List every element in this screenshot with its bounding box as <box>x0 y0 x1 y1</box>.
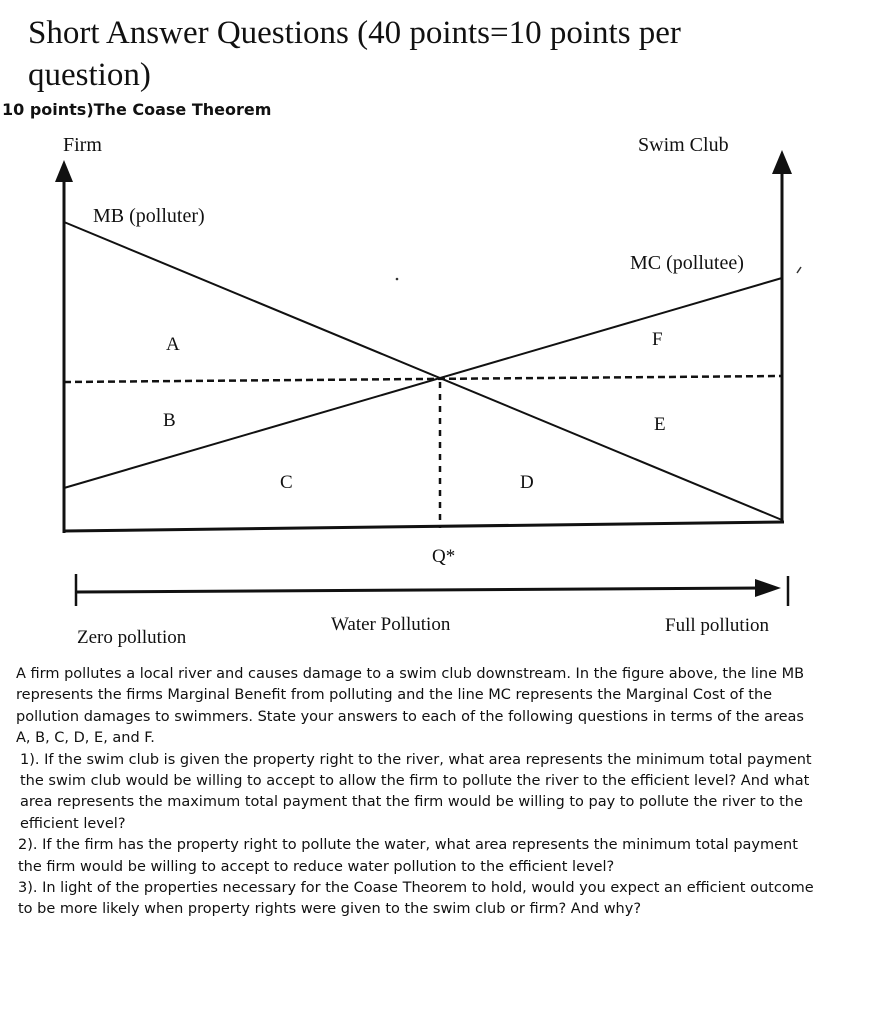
area-a-label: A <box>166 334 180 355</box>
price-dashed-line <box>64 376 782 382</box>
subtitle-topic: The Coase Theorem <box>93 100 272 119</box>
area-e-label: E <box>654 414 666 435</box>
area-f-label: F <box>652 329 663 350</box>
area-c-label: C <box>280 472 293 493</box>
question-body <box>16 664 816 921</box>
question-3: 3). In light of the properties necessary for the Coase Theorem to hold, would you expect an efficient outcome to be more likely when property rights were given to the swim club or firm? And why? <box>18 880 814 918</box>
area-d-label: D <box>520 472 534 493</box>
pollution-axis <box>76 588 764 592</box>
zero-pollution-label: Zero pollution <box>77 627 187 648</box>
left-axis-arrow <box>55 160 73 182</box>
mb-label: MB (polluter) <box>93 205 205 227</box>
swim-club-label: Swim Club <box>638 134 729 156</box>
question-2: 2). If the firm has the property right to pollute the water, what area represents the minimum total payment the firm would be willing to accept to reduce water pollution to the efficient level? <box>18 837 798 875</box>
question-subtitle <box>2 100 271 119</box>
full-pollution-label: Full pollution <box>665 615 769 636</box>
coase-figure <box>0 125 892 655</box>
area-b-label: B <box>163 410 176 431</box>
page-title: Short Answer Questions (40 points=10 points per question) <box>28 15 681 93</box>
subtitle-points: 10 points) <box>2 100 94 119</box>
base-line <box>64 522 784 531</box>
stray-tick <box>797 267 801 273</box>
q-star-label: Q* <box>432 546 456 567</box>
firm-label: Firm <box>63 134 102 156</box>
mc-line <box>64 278 782 488</box>
intro-paragraph: A firm pollutes a local river and causes damage to a swim club downstream. In the figure above, the line MB represents the firms Marginal Benefit from polluting and the line MC represents the Marginal Cost of the pollution damages to swimmers. State your answers to each of the following questions in terms of the areas A, B, C, D, E, and F. <box>16 666 805 747</box>
mc-label: MC (pollutee) <box>630 252 744 274</box>
right-axis-arrow <box>772 150 792 174</box>
stray-mark <box>396 278 399 281</box>
question-1: 1). If the swim club is given the property right to the river, what area represents the minimum total payment the swim club would be willing to accept to allow the firm to pollute the river to the efficient level? And what area represents the maximum total payment that the firm would be willing to pay to pollute the river to the efficient level? <box>20 751 812 832</box>
pollution-axis-arrow <box>755 579 781 597</box>
water-pollution-label: Water Pollution <box>331 614 451 635</box>
